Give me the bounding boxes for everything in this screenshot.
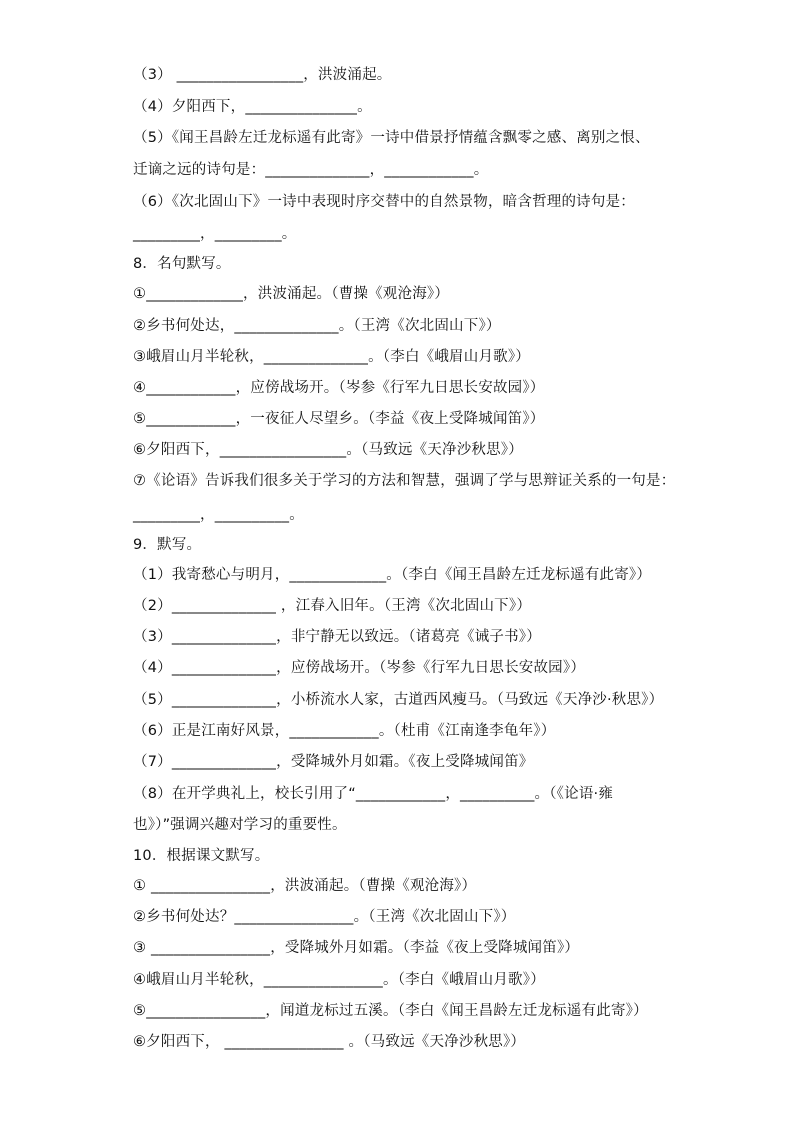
text-line: ③ ________________，受降城外月如霜。（李益《夜上受降城闻笛》） (133, 940, 580, 956)
text-line: （3）______________，非宁静无以致远。（诸葛亮《诫子书》） (133, 629, 541, 645)
text-line: （6）《次北固山下》一诗中表现时序交替中的自然景物，暗含哲理的诗句是： (133, 194, 635, 210)
text-line: （5）______________，小桥流水人家，古道西风瘦马。（马致远《天净沙·秋思》） (133, 692, 664, 708)
question-heading: 9．默写。 (133, 537, 202, 553)
text-line: 迁谪之远的诗句是：______________，____________。 (133, 162, 489, 178)
text-line: ②乡书何处达？________________。（王湾《次北固山下》） (133, 909, 516, 925)
text-line: ⑤____________，一夜征人尽望乡。（李益《夜上受降城闻笛》） (133, 411, 545, 427)
text-line: _________，_________。 (133, 226, 297, 242)
text-line: ③峨眉山月半轮秋，______________。（李白《峨眉山月歌》） (133, 349, 530, 365)
text-line: ⑥夕阳西下， ________________ 。（马致远《天净沙秋思》） (133, 1034, 526, 1050)
text-line: （7）______________，受降城外月如霜。《夜上受降城闻笛》 (133, 754, 534, 770)
text-line: ⑦《论语》告诉我们很多关于学习的方法和智慧，强调了学与思辩证关系的一句是： (133, 473, 676, 489)
text-line: ⑤________________，闻道龙标过五溪。（李白《闻王昌龄左迁龙标遥有此寄》） (133, 1003, 648, 1019)
text-line: ④____________，应傍战场开。（岑参《行军九日思长安故园》） (133, 380, 545, 396)
text-line: 也》）”强调兴趣对学习的重要性。 (133, 817, 347, 833)
question-heading: 10．根据课文默写。 (133, 848, 270, 864)
text-line: （6）正是江南好风景，____________。（杜甫《江南逢李龟年》） (133, 723, 556, 739)
text-line: ① ________________，洪波涌起。（曹操《观沧海》） (133, 878, 477, 894)
text-line: _________，__________。 (133, 507, 304, 523)
text-line: （8）在开学典礼上，校长引用了“____________，__________。（《论语·雍 (133, 786, 614, 802)
text-line: （4）夕阳西下，_______________。 (133, 99, 372, 115)
text-line: ②乡书何处达，______________。（王湾《次北固山下》） (133, 318, 501, 334)
text-line: ④峨眉山月半轮秋，________________。（李白《峨眉山月歌》） (133, 972, 545, 988)
question-heading: 8．名句默写。 (133, 256, 231, 272)
text-line: （5）《闻王昌龄左迁龙标遥有此寄》一诗中借景抒情蕴含飘零之感、离别之恨、 (133, 130, 650, 146)
text-line: ⑥夕阳西下，_________________。（马致远《天净沙秋思》） (133, 442, 523, 458)
text-line: （4）______________，应傍战场开。（岑参《行军九日思长安故园》） (133, 660, 586, 676)
text-line: （1）我寄愁心与明月，_____________。（李白《闻王昌龄左迁龙标遥有此寄》） (133, 567, 652, 583)
text-line: （3） _________________，洪波涌起。 (133, 67, 392, 83)
text-line: （2）______________ ，江春入旧年。（王湾《次北固山下》） (133, 598, 532, 614)
text-line: ①_____________，洪波涌起。（曹操《观沧海》） (133, 286, 450, 302)
